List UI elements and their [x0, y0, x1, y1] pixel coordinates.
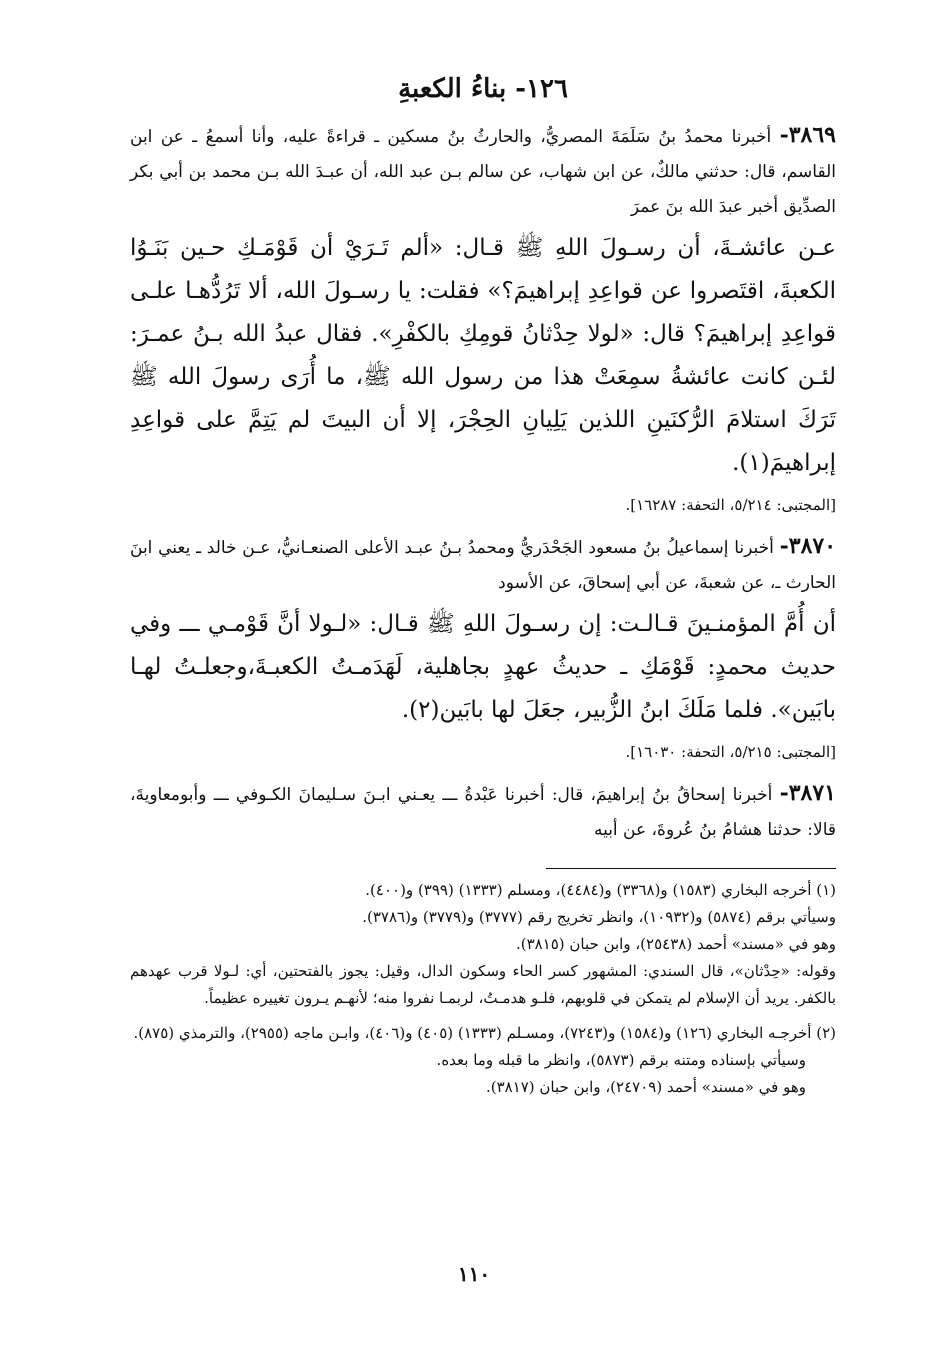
hadith-3870-isnad: [130, 529, 836, 601]
hadith-number: ٣٨٧٠-: [779, 533, 837, 559]
hadith-3870-matn: أن أُمَّ المؤمنـينَ قـالـت: إن رسـولَ اللهِ ﷺ قـال: «لـولا أنَّ قَوْمـي ـــ وفي حديث محمدٍ: قَوْمَكِ ـ حديثُ عهدٍ بجاهلية، لَهَدَمـتُ الكعبـةَ،وجعلـتُ لهـا بابَين». فلما مَلَكَ ابنُ الزُّبير، جعَلَ لها بابَين(٢).: [130, 611, 836, 723]
page-body: [130, 60, 836, 1310]
isnad-text: أخبرنا إسماعيلُ بنُ مسعود الجَحْدَريُّ ومحمدُ بـنُ عبـد الأعلى الصنعـانيُّ، عـن خالد ـ يعني ابنَ الحارث ـ، عن شعبةَ، عن أبي إسحاقَ، عن الأسود: [130, 538, 836, 593]
hadith-3869-matn: عـن عائشـةَ، أن رسـولَ اللهِ ﷺ قـال: «ألم تَـرَيْ أن قَوْمَـكِ حـين بَنَـوُا الكعبةَ، اقتَصروا عن قواعِدِ إبراهيمَ؟» فقلت: يا رسـولَ الله، ألا تَرُدُّهـا علـى قواعِدِ إبراهيمَ؟ قال: «لولا حِدْثانُ قومِكِ بالكفْرِ». فقال عبدُ الله بـنُ عمـرَ: لئـن كانت عائشةُ سمِعَتْ هذا من رسول الله ﷺ، ما أُرَى رسولَ الله ﷺ تَرَكَ استلامَ الرُّكنَينِ اللذين يَلِيانِ الحِجْرَ، إلا أن البيتَ لم يَتِمَّ على قواعِدِ إبراهيمَ(١).: [130, 235, 836, 476]
hadith-3869-reference: [المجتبى: ٥/٢١٤، التحفة: ١٦٢٨٧].: [625, 496, 836, 514]
isnad-text: أخبرنا محمدُ بنُ سَلَمَةَ المصريُّ، والحارثُ بنُ مسكين ـ قراءةً عليه، وأنا أسمعُ ـ عن ابن القاسم، قال: حدثني مالكٌ، عن ابن شهاب، عن سالم بـن عبد الله، أن عبـدَ الله بـن محمد بن أبي بكر الصدِّيق أخبر عبدَ الله بنَ عمرَ: [130, 127, 836, 217]
isnad-text: أخبرنا إسحاقُ بنُ إبراهيمَ، قال: أخبرنا عَبْدةُ ـــ يعـني ابـنَ سـليمانَ الكـوفي ـــ وأبومعاويةَ، قالا: حدثنا هشامُ بنُ عُروةَ، عن أبيه: [130, 785, 836, 840]
hadith-number: ٣٨٧١-: [779, 780, 836, 806]
footnote-line: وهو في «مسند» أحمد (٢٤٧٠٩)، وابن حبان (٣٨١٧).: [485, 1078, 806, 1096]
footnote-line: وسيأتي برقم (٥٨٧٤) و(١٠٩٣٢)، وانظر تخريج رقم (٣٧٧٧) و(٣٧٧٩) و(٣٧٨٦).: [362, 908, 836, 926]
hadith-3869-isnad: [130, 118, 836, 225]
hadith-3871-isnad: [130, 776, 836, 848]
footnote-2: (٢) أخرجـه البخاري (١٢٦) و(١٥٨٤) و(٧٢٤٣)، ومسـلم (١٣٣٣) (٤٠٥) و(٤٠٦)، وابـن ماجه (٢٩٥٥)، والترمذي (٨٧٥).: [133, 1024, 836, 1042]
footnote-line: وسيأتي بإسناده ومتنه برقم (٥٨٧٣)، وانظر ما قبله وما بعده.: [436, 1051, 806, 1069]
footnote-1: (١) أخرجه البخاري (١٥٨٣) و(٣٣٦٨) و(٤٤٨٤)، ومسلم (١٣٣٣) (٣٩٩) و(٤٠٠).: [365, 881, 836, 899]
chapter-title: ١٢٦- بناءُ الكعبةِ: [398, 74, 568, 104]
page-number: ١١٠: [457, 1262, 491, 1286]
hadith-number: ٣٨٦٩-: [779, 122, 836, 148]
footnote-line: وقوله: «حِدْثان»، قال السندي: المشهور كسر الحاء وسكون الدال، وقيل: يجوز بالفتحتين، أي: لـولا قرب عهدهم بالكفر. يريد أن الإسلام لم يتمكن في قلوبهم، فلـو هدمـتُ، لربمـا نفروا منه؛ لأنهـم يـرون تغييره عظيماً.: [130, 962, 836, 1007]
footnote-divider: [546, 868, 836, 869]
footnote-line: وهو في «مسند» أحمد (٢٥٤٣٨)، وابن حبان (٣٨١٥).: [515, 935, 836, 953]
hadith-3870-reference: [المجتبى: ٥/٢١٥، التحفة: ١٦٠٣٠].: [625, 743, 836, 761]
